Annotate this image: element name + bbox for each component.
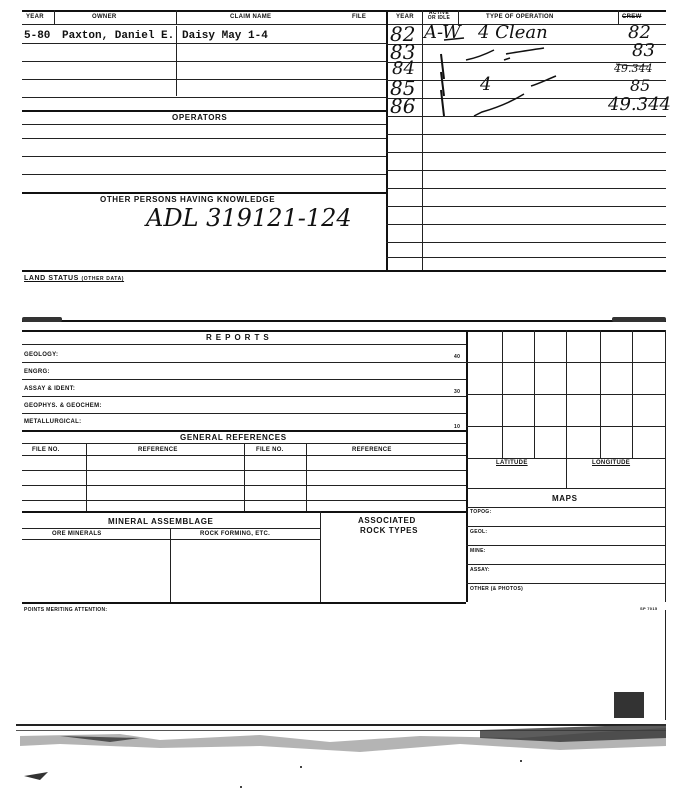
handwritten-marks [386, 24, 666, 124]
map-other: OTHER (& PHOTOS) [470, 586, 524, 592]
other-persons-handwriting: ADL 319121-124 [146, 204, 352, 232]
header-year: YEAR [26, 14, 44, 20]
report-geology: GEOLOGY: [24, 352, 59, 358]
op-crew-82: 82 [628, 22, 651, 43]
mineral-assemblage-title: MINERAL ASSEMBLAGE [108, 517, 214, 526]
header-active-or-idle: ACTIVE OR IDLE [427, 10, 451, 21]
op-crew-83: 83 [632, 40, 655, 61]
land-status-title: LAND STATUS [24, 275, 79, 282]
ref-file-no: FILE NO. [32, 447, 60, 453]
report-geology-num: 40 [454, 354, 461, 360]
op-crew-84: 49.344 [614, 62, 653, 75]
associated-title: ASSOCIATED [358, 516, 416, 525]
op-type-85: 4 [480, 74, 492, 95]
entry-claim: Daisy May 1-4 [182, 30, 268, 42]
op-year-84: 84 [392, 58, 415, 79]
op-year-85: 85 [390, 76, 416, 100]
entry-owner: Paxton, Daniel E. [62, 30, 175, 42]
op-crew-86: 49.344 [608, 94, 671, 115]
map-mine: MINE: [470, 548, 486, 554]
points-title: POINTS MERITING ATTENTION: [24, 607, 108, 613]
op-year-82: 82 [390, 22, 416, 46]
report-geophys: GEOPHYS. & GEOCHEM: [24, 403, 102, 409]
op-crew-85: 85 [630, 76, 651, 95]
header-year-2: YEAR [396, 14, 414, 20]
map-geol: GEOL: [470, 529, 488, 535]
land-status-subtitle: (OTHER DATA) [81, 276, 125, 282]
header-type-of-operation: TYPE OF OPERATION [486, 14, 554, 20]
operators-title: OPERATORS [172, 113, 228, 122]
header-claim-name: CLAIM NAME [230, 14, 272, 20]
general-references-title: GENERAL REFERENCES [180, 433, 287, 442]
header-file: FILE [352, 14, 367, 20]
op-type-82: 4 Clean [478, 22, 548, 43]
op-year-83: 83 [390, 40, 416, 64]
latitude-label: LATITUDE [496, 460, 528, 466]
report-metallurgical-num: 10 [454, 424, 461, 430]
ref-reference: REFERENCE [138, 447, 178, 453]
map-topog: TOPOG: [470, 509, 492, 515]
header-owner: OWNER [92, 14, 117, 20]
report-assay-num: 30 [454, 389, 461, 395]
maps-title: MAPS [552, 494, 578, 503]
report-engrg: ENGRG: [24, 369, 50, 375]
entry-year: 5-80 [24, 30, 51, 42]
op-status-82: A-W [424, 22, 461, 43]
ore-minerals-label: ORE MINERALS [52, 531, 102, 537]
op-year-86: 86 [390, 94, 416, 118]
longitude-label: LONGITUDE [592, 460, 631, 466]
scan-noise [0, 716, 678, 805]
black-box [614, 692, 644, 718]
ref-reference-2: REFERENCE [352, 447, 392, 453]
rock-forming-label: ROCK FORMING, ETC. [200, 531, 271, 537]
report-assay: ASSAY & IDENT: [24, 386, 76, 392]
map-assay: ASSAY: [470, 567, 490, 573]
header-crew: CREW [622, 14, 642, 20]
rock-types-title: ROCK TYPES [360, 526, 419, 535]
other-persons-title: OTHER PERSONS HAVING KNOWLEDGE [100, 195, 276, 204]
report-metallurgical: METALLURGICAL: [24, 419, 82, 425]
form-code: SP 7015 [640, 606, 658, 611]
reports-title: REPORTS [206, 333, 273, 342]
ref-file-no-2: FILE NO. [256, 447, 284, 453]
